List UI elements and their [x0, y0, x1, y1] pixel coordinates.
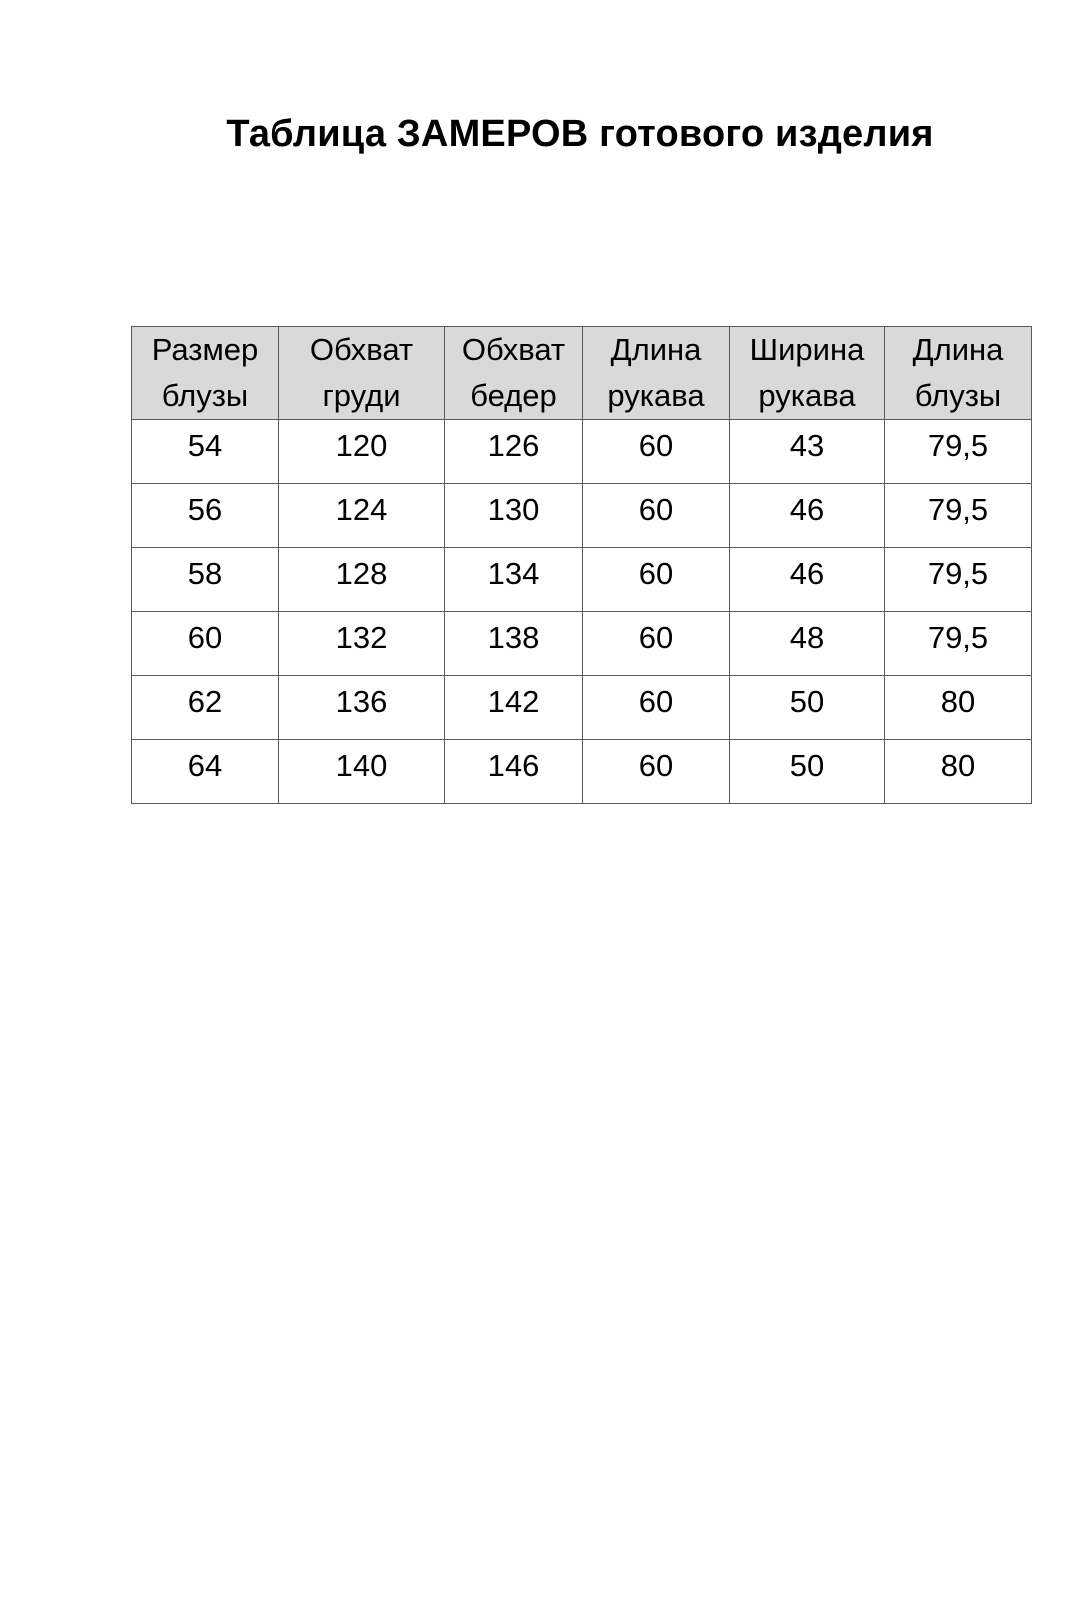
header-sleeve-width — [730, 327, 885, 420]
table-header-row — [132, 327, 1032, 420]
table-cell: 56 — [132, 484, 279, 548]
page-title: Таблица ЗАМЕРОВ готового изделия — [226, 113, 934, 155]
table-row — [132, 612, 1032, 676]
table-row — [132, 484, 1032, 548]
header-line: Обхват — [309, 332, 414, 367]
table-cell: 130 — [445, 484, 583, 548]
table-cell: 142 — [445, 676, 583, 740]
table-cell: 80 — [885, 676, 1032, 740]
table-cell: 60 — [583, 420, 730, 484]
table-cell: 128 — [279, 548, 445, 612]
header-line: Длина — [610, 332, 702, 367]
table-cell: 62 — [132, 676, 279, 740]
header-line: Размер — [151, 332, 259, 367]
table-cell: 79,5 — [885, 612, 1032, 676]
table-row — [132, 676, 1032, 740]
table-cell: 126 — [445, 420, 583, 484]
header-hip-girth — [445, 327, 583, 420]
header-line: груди — [322, 378, 401, 413]
table-cell: 146 — [445, 740, 583, 804]
table-cell: 54 — [132, 420, 279, 484]
header-line: рукава — [758, 378, 856, 413]
table-cell: 46 — [730, 484, 885, 548]
header-sleeve-length — [583, 327, 730, 420]
table-cell: 43 — [730, 420, 885, 484]
size-table — [131, 326, 1032, 804]
table-cell: 79,5 — [885, 548, 1032, 612]
table-cell: 48 — [730, 612, 885, 676]
table-row — [132, 548, 1032, 612]
table-cell: 50 — [730, 676, 885, 740]
table-cell: 80 — [885, 740, 1032, 804]
header-line: блузы — [914, 378, 1002, 413]
header-line: Обхват — [461, 332, 566, 367]
header-blouse-size — [132, 327, 279, 420]
table-cell: 79,5 — [885, 484, 1032, 548]
header-line: Ширина — [749, 332, 865, 367]
table-cell: 60 — [583, 612, 730, 676]
header-blouse-length — [885, 327, 1032, 420]
table-cell: 120 — [279, 420, 445, 484]
table-cell: 60 — [583, 676, 730, 740]
table-row — [132, 740, 1032, 804]
table-cell: 140 — [279, 740, 445, 804]
header-line: блузы — [161, 378, 249, 413]
header-line: Длина — [912, 332, 1004, 367]
table-cell: 132 — [279, 612, 445, 676]
header-line: бедер — [470, 378, 557, 413]
table-cell: 60 — [132, 612, 279, 676]
header-chest-girth — [279, 327, 445, 420]
table-cell: 136 — [279, 676, 445, 740]
table-row — [132, 420, 1032, 484]
header-line: рукава — [607, 378, 705, 413]
table-cell: 46 — [730, 548, 885, 612]
table-cell: 60 — [583, 740, 730, 804]
table-cell: 124 — [279, 484, 445, 548]
table-cell: 134 — [445, 548, 583, 612]
table-cell: 60 — [583, 484, 730, 548]
table-cell: 50 — [730, 740, 885, 804]
table-cell: 64 — [132, 740, 279, 804]
table-cell: 138 — [445, 612, 583, 676]
table-cell: 60 — [583, 548, 730, 612]
table-cell: 79,5 — [885, 420, 1032, 484]
table-cell: 58 — [132, 548, 279, 612]
